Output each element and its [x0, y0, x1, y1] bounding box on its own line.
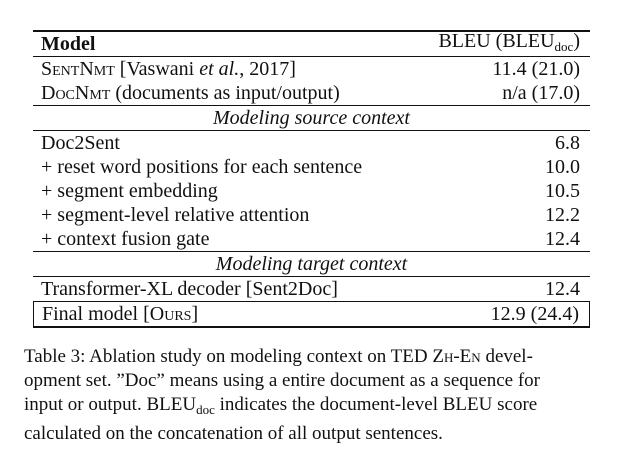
table-row-docnmt	[33, 81, 590, 105]
caption-line-3	[24, 393, 609, 422]
row-name: Transformer-XL decoder [Sent2Doc]	[41, 278, 338, 300]
row-name	[34, 302, 198, 326]
row-name: + segment-level relative attention	[41, 204, 310, 226]
sentnmt-cite-post: , 2017]	[239, 58, 296, 80]
table-row	[33, 155, 590, 179]
header-bleu-sub: doc	[554, 39, 574, 54]
header-bleu	[438, 29, 590, 59]
docnmt-desc: (documents as input/output)	[110, 82, 340, 104]
caption-line3-sub: doc	[196, 402, 215, 417]
row-name: Doc2Sent	[41, 132, 120, 154]
caption-line3-pre: input or output. BLEU	[24, 394, 197, 415]
sentnmt-cite-italic: et al.	[199, 58, 240, 80]
section-target-context: Modeling target context	[215, 253, 408, 275]
table-row	[33, 179, 590, 203]
final-name-post: ]	[191, 303, 199, 325]
row-name: + reset word positions for each sentence	[41, 156, 363, 178]
caption-line1-post: devel-	[480, 346, 533, 367]
final-name-sc: Ours	[149, 303, 192, 325]
header-bleu-suffix: )	[573, 30, 580, 52]
header-bleu-prefix: BLEU (BLEU	[438, 30, 555, 52]
table-header-row	[33, 32, 590, 56]
caption-line-1	[24, 345, 609, 369]
table-bottom-rule	[33, 326, 590, 328]
row-score: 12.4	[545, 228, 580, 250]
row-name: + context fusion gate	[41, 228, 210, 250]
row-name	[33, 81, 340, 105]
ablation-table	[33, 30, 590, 328]
table-row	[33, 277, 590, 301]
sentnmt-cite-pre: [Vaswani	[114, 58, 200, 80]
row-score: 6.8	[555, 132, 580, 154]
table-row	[33, 227, 590, 251]
docnmt-name: DocNmt	[41, 82, 111, 104]
table-row	[33, 131, 590, 155]
row-score: 10.0	[545, 156, 580, 178]
table-caption	[24, 345, 609, 446]
sentnmt-name: SentNmt	[41, 58, 115, 80]
caption-line-4: calculated on the concatenation of all output sentences.	[24, 423, 443, 444]
row-score: 11.4 (21.0)	[492, 58, 580, 80]
header-model: Model	[41, 33, 96, 55]
row-score: 12.2	[545, 204, 580, 226]
table-row-sentnmt	[33, 57, 590, 81]
caption-line1-sc: Zh-En	[432, 346, 481, 367]
row-score: n/a (17.0)	[502, 82, 580, 104]
row-score: 12.9 (24.4)	[490, 303, 579, 325]
caption-line1-pre: Table 3: Ablation study on modeling context on TED	[24, 346, 433, 367]
caption-line-2: opment set. ”Doc” means using a entire document as a sequence for	[24, 370, 540, 391]
table-row-final	[33, 302, 590, 326]
final-name-pre: Final model [	[42, 303, 150, 325]
row-score: 10.5	[545, 180, 580, 202]
row-score: 12.4	[545, 278, 580, 300]
row-name	[33, 57, 296, 81]
caption-line3-post: indicates the document-level BLEU score	[214, 394, 538, 415]
section-source-context: Modeling source context	[213, 107, 410, 129]
table-row	[33, 203, 590, 227]
row-name: + segment embedding	[41, 180, 218, 202]
